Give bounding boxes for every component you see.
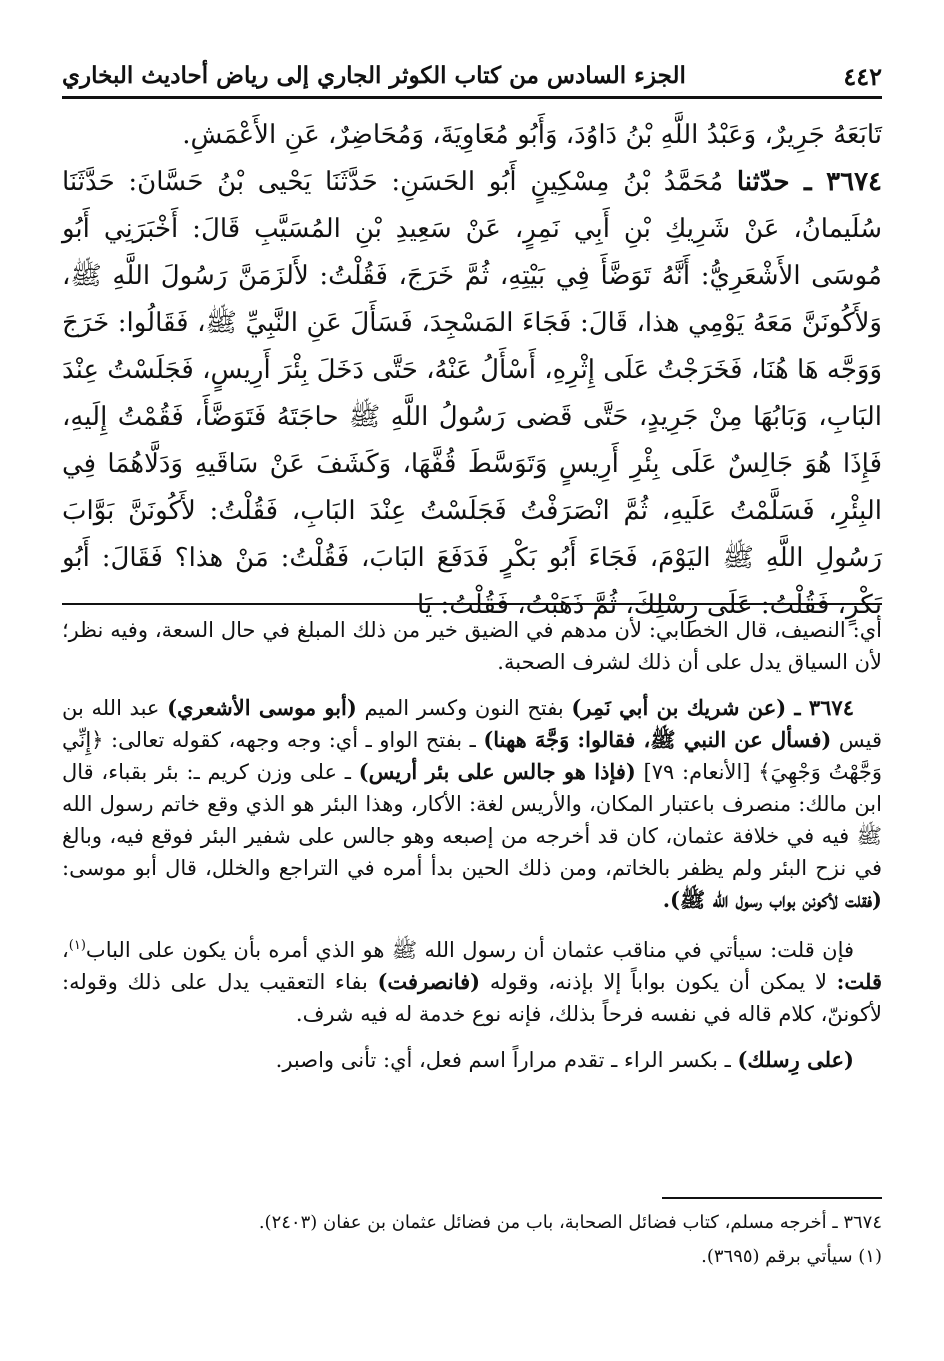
footnote-1: ٣٦٧٤ ـ أخرجه مسلم، كتاب فضائل الصحابة، باب من فضائل عثمان بن عفان (٢٤٠٣). <box>258 1212 882 1233</box>
hadith-continuation: تَابَعَهُ جَرِيرٌ، وَعَبْدُ اللَّهِ بْنُ دَاوُدَ، وَأَبُو مُعَاوِيَةَ، وَمُحَاضِرٌ، عَنِ الأَعْمَشِ. <box>182 120 882 150</box>
commentary-paragraph-1: أي: النصيف، قال الخطابي: لأن مدهم في الضيق خير من ذلك المبلغ في حال السعة، وفيه نظر؛ لأن السياق يدل على أن ذلك لشرف الصحبة. <box>62 618 882 674</box>
footnotes <box>62 1206 882 1274</box>
page-header <box>62 56 882 99</box>
section-divider <box>62 603 882 605</box>
running-title: الجزء السادس من كتاب الكوثر الجاري إلى رياض أحاديث البخاري <box>62 62 686 89</box>
hadith-text <box>62 112 882 629</box>
footnote-ref: (١) <box>68 938 86 953</box>
footnote-2: (١) سيأتي برقم (٣٦٩٥). <box>701 1246 882 1267</box>
commentary-paragraph-3: فإن قلت: سيأتي في مناقب عثمان أن رسول الله ﷺ هو الذي أمره بأن يكون على الباب$^{(١)}$، قلت: لا يمكن أن يكون بواباً إلا بإذنه، وقوله (فانصرفت) بفاء التعقيب يدل على ذلك وقوله: لأكوننّ، كلام قاله في نفسه فرحاً بذلك، فإنه نوع خدمة له فيه شرف. <box>62 938 882 1026</box>
footnote-divider <box>662 1197 882 1199</box>
hadith-number: ٣٦٧٤ ـ حدّثنا <box>736 167 882 197</box>
page-number: ٤٤٢ <box>843 62 882 91</box>
commentary <box>62 614 882 1090</box>
commentary-paragraph-4: (على رِسلك) ـ بكسر الراء ـ تقدم مراراً اسم فعل، أي: تأنى واصبر. <box>275 1047 854 1072</box>
hadith-body-text: مُحَمَّدُ بْنُ مِسْكِينٍ أَبُو الحَسَنِ: حَدَّثَنَا يَحْيى بْنُ حَسَّانَ: حَدَّثَنَا سُلَيمانُ، عَنْ شَرِيكِ بْنِ أَبِي نَمِرٍ، عَنْ سَعِيدِ بْنِ المُسَيَّبِ قَالَ: أَخْبَرَنِي أَبُو مُوسَى الأَشْعَرِيُّ: أَنَّهُ تَوَضَّأَ فِي بَيْتِهِ، ثُمَّ خَرَجَ، فَقُلْتُ: لأَلزَمَنَّ رَسُولَ اللَّهِ ﷺ، وَلأَكُونَنَّ مَعَهُ يَوْمِي هذا، قَالَ: فَجَاءَ المَسْجِدَ، فَسَأَلَ عَنِ النَّبِيِّ ﷺ، فَقَالُوا: خَرَجَ وَوَجَّه هَا هُنَا، فَخَرَجْتُ عَلَى إِثْرِهِ، أَسْأَلُ عَنْهُ، حَتَّى دَخَلَ بِئْرَ أَرِيسٍ، فَجَلَسْتُ عِنْدَ البَابِ، وَبَابُهَا مِنْ جَرِيدٍ، حَتَّى قَضى رَسُولُ اللَّهِ ﷺ حاجَتَهُ فَتَوَضَّأَ، فَقُمْتُ إِلَيهِ، فَإِذَا هُوَ جَالِسٌ عَلَى بِئْرِ أَرِيسٍ وَتَوَسَّطَ قُفَّهَا، وَكَشَفَ عَنْ سَاقَيهِ وَدَلَّاهُمَا فِي البِئْرِ، فَسَلَّمْتُ عَلَيهِ، ثُمَّ انْصَرَفْتُ فَجَلَسْتُ عِنْدَ البَابِ، فَقُلْتُ: لأَكُونَنَّ بَوَّابَ رَسُولِ اللَّهِ ﷺ اليَوْمَ، فَجَاءَ أَبُو بَكْرٍ فَدَفَعَ البَابَ، فَقُلْتُ: مَنْ هذا؟ فَقَالَ: أَبُو بَكْرٍ، فَقُلْتُ: عَلَى رِسْلِكَ، ثُمَّ ذَهَبْتُ، فَقُلْتُ: يَا <box>62 167 882 620</box>
hadith-body <box>62 159 882 629</box>
commentary-paragraph-2: ٣٦٧٤ ـ (عن شريك بن أبي نَمِر) بفتح النون وكسر الميم (أبو موسى الأشعري) عبد الله بن قيس (فسأل عن النبي ﷺ، فقالوا: وَجَّهَ ههنا) ـ بفتح الواو ـ أي: وجه وجهه، كقوله تعالى: ﴿إِنِّي وَجَّهْتُ وَجْهِيَ﴾ [الأنعام: ٧٩] (فإذا هو جالس على بئر أريس) ـ على وزن كريم ـ: بئر بقباء، قال ابن مالك: منصرف باعتبار المكان، والأريس لغة: الأكار، وهذا البئر هو الذي وقع خاتم رسول الله ﷺ فيه في خلافة عثمان، كان قد أخرجه من إصبعه وهو جالس على شفير البئر فوقع فيه، وبالغ في نزح البئر ولم يظفر بالخاتم، ومن ذلك الحين بدأ أمره في التراجع والخلل، قال أبو موسى: (فقلت لأكونن بواب رسول الله ﷺ). <box>62 695 882 912</box>
